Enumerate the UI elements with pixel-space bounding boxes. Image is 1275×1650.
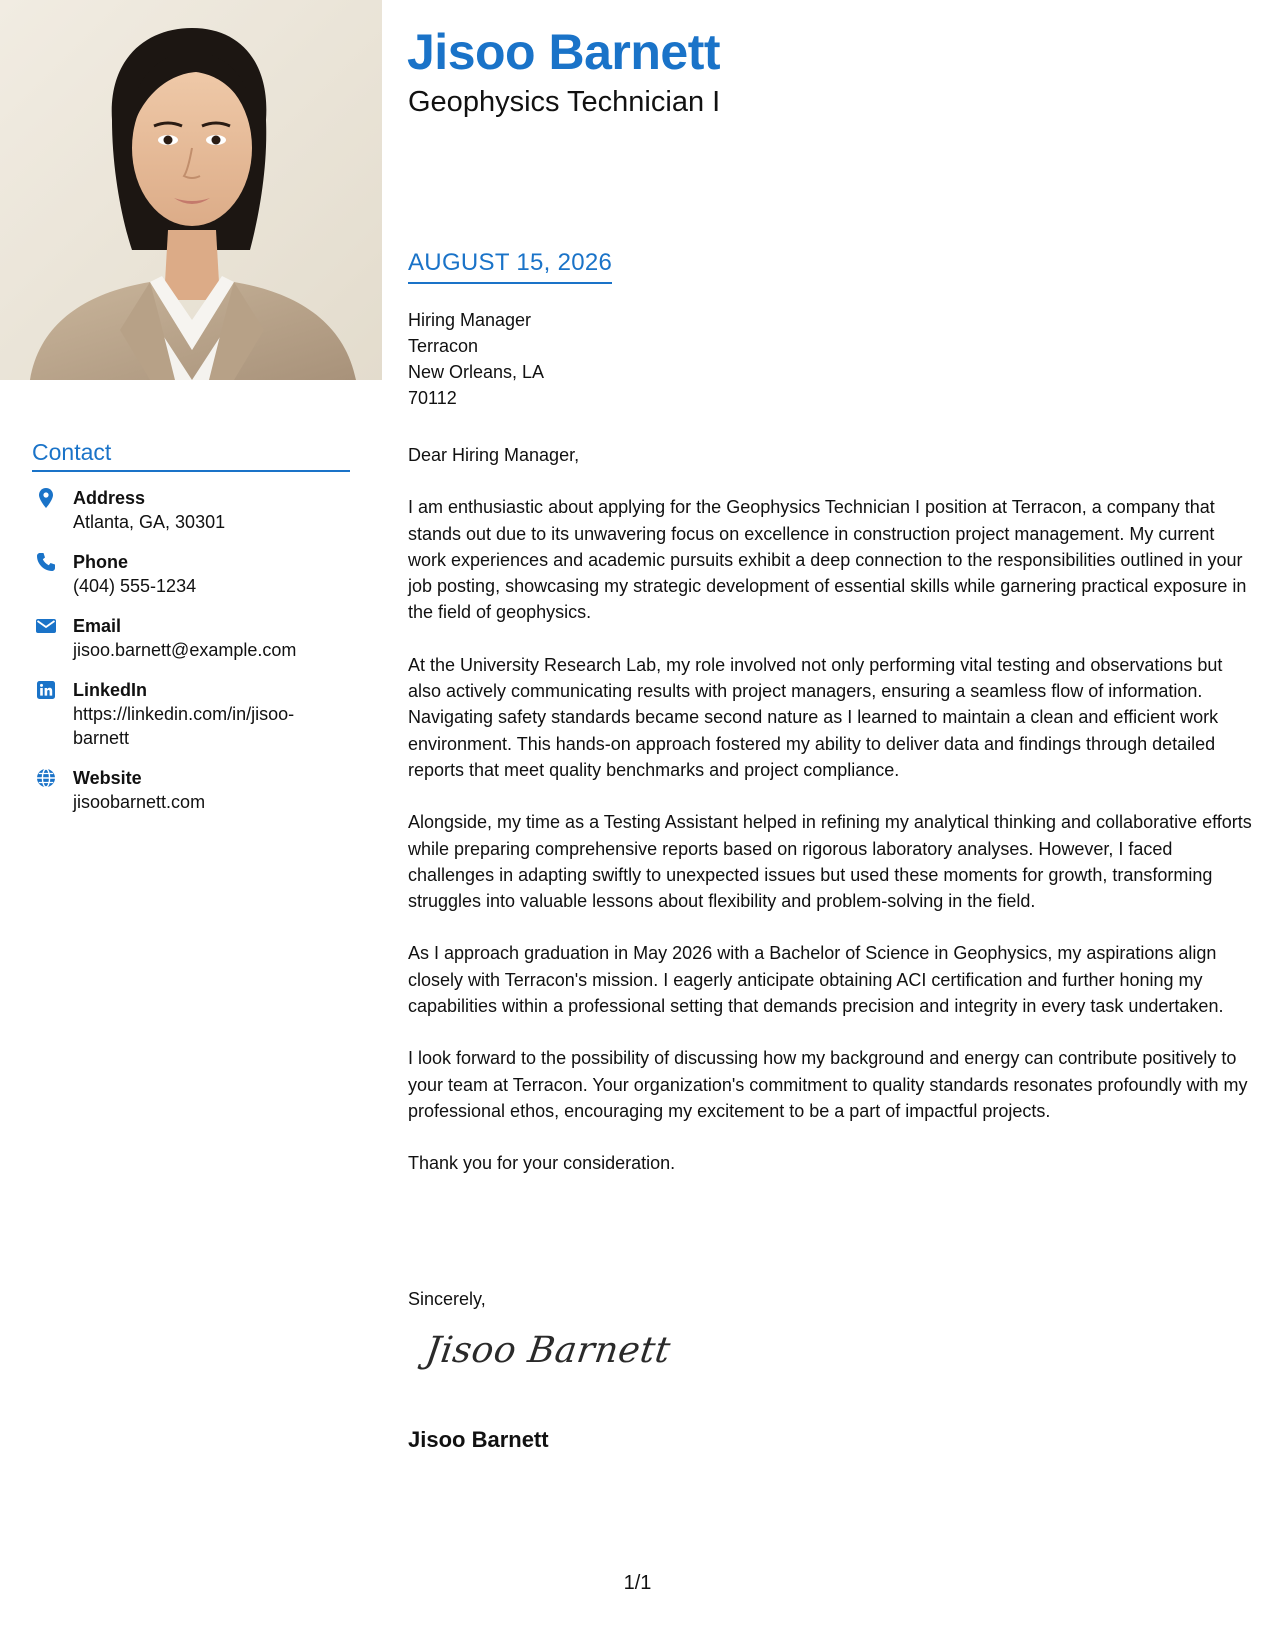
recipient-company: Terracon (408, 336, 479, 356)
profile-photo (0, 0, 382, 380)
linkedin-value[interactable]: https://linkedin.com/in/jisoo-barnett (73, 704, 295, 748)
email-label: Email (73, 616, 122, 636)
address-value: Atlanta, GA, 30301 (73, 512, 226, 532)
linkedin-icon (35, 679, 57, 701)
signature: Jisoo Barnett (423, 1330, 674, 1371)
thanks-line: Thank you for your consideration. (408, 1153, 676, 1174)
recipient-line: Hiring Manager (408, 310, 532, 330)
body-paragraph: At the University Research Lab, my role involved not only performing vital testing and observations but also actively communicating results with project managers, ensuring a seamless flow of information. Navigating safety standards became second nature as I learned to maintain a clean and efficient work environment. This hands-on approach fostered my ability to deliver data and findings through detailed reports that meet quality benchmarks and project compliance. (408, 654, 1223, 780)
linkedin-label: LinkedIn (73, 680, 148, 700)
letter-body (408, 442, 1253, 1203)
recipient-city: New Orleans, LA (408, 362, 545, 382)
salutation: Dear Hiring Manager, (408, 445, 580, 465)
applicant-title: Geophysics Technician I (408, 86, 721, 118)
closing: Sincerely, (408, 1289, 486, 1309)
contact-item-website (32, 766, 350, 814)
body-paragraph: Alongside, my time as a Testing Assistant helped in refining my analytical thinking and collaborative efforts while preparing comprehensive reports based on rigorous laboratory analyses. However, I faced challenges in adapting swiftly to unexpected issues but used these moments for growth, transforming struggles into valuable lessons about flexibility and problem-solving in the field. (408, 812, 1252, 912)
body-paragraph: As I approach graduation in May 2026 with a Bachelor of Science in Geophysics, my aspirations align closely with Terracon's mission. I eagerly anticipate obtaining ACI certification and further honing my capabilities within a professional setting that demands precision and integrity in every task undertaken. (408, 943, 1224, 1017)
globe-icon (35, 767, 57, 789)
phone-label: Phone (73, 552, 129, 572)
contact-section (32, 438, 350, 830)
contact-item-address (32, 486, 350, 534)
email-icon (35, 615, 57, 637)
website-label: Website (73, 768, 142, 788)
recipient-block (408, 307, 544, 411)
signer-name: Jisoo Barnett (408, 1427, 549, 1452)
email-value[interactable]: jisoo.barnett@example.com (73, 640, 297, 660)
contact-item-email (32, 614, 350, 662)
page-number: 1/1 (623, 1572, 652, 1594)
address-label: Address (73, 488, 146, 508)
phone-icon (35, 551, 57, 573)
contact-item-linkedin (32, 678, 350, 750)
body-paragraph: I look forward to the possibility of discussing how my background and energy can contribute positively to your team at Terracon. Your organization's commitment to quality standards resonates profoundly with my professional ethos, encouraging my excitement to be a part of impactful projects. (408, 1048, 1248, 1121)
applicant-name: Jisoo Barnett (407, 24, 721, 80)
website-value[interactable]: jisoobarnett.com (73, 792, 206, 812)
map-pin-icon (35, 487, 57, 509)
contact-item-phone (32, 550, 350, 598)
recipient-zip: 70112 (408, 388, 457, 408)
body-paragraph: I am enthusiastic about applying for the Geophysics Technician I position at Terracon, a company that stands out due to its unwavering focus on excellence in construction project management. My current work experiences and academic pursuits exhibit a deep connection to the responsibilities outlined in your job posting, showcasing my strategic development of essential skills while garnering practical exposure in the field of geophysics. (408, 497, 1247, 623)
contact-heading: Contact (32, 438, 350, 472)
letter-date: AUGUST 15, 2026 (408, 248, 612, 284)
phone-value: (404) 555-1234 (73, 576, 197, 596)
